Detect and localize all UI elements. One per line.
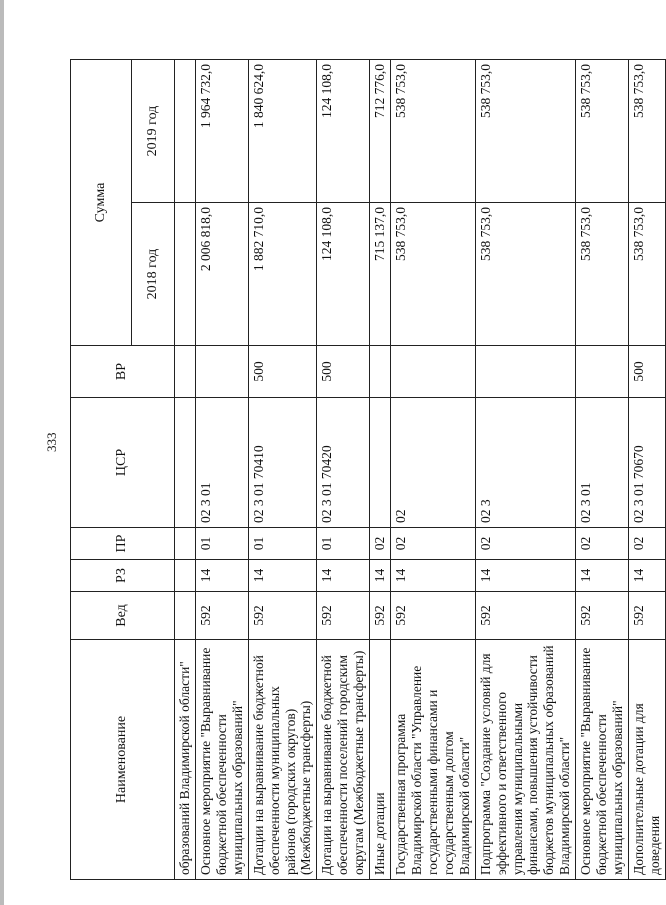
cell-rz: 14 (370, 560, 391, 592)
cell-y2019: 538 753,0 (391, 60, 476, 203)
header-name: Наименование (71, 640, 175, 880)
cell-csr: 02 3 01 70420 (317, 398, 370, 528)
cell-csr: 02 3 01 70410 (248, 398, 317, 528)
cell-vr (391, 346, 476, 398)
cell-csr: 02 3 01 (576, 398, 629, 528)
budget-table (70, 59, 666, 880)
cell-rz: 14 (628, 560, 665, 592)
table-row (628, 60, 665, 880)
cell-rz: 14 (576, 560, 629, 592)
cell-y2018 (175, 203, 196, 346)
cell-vr (576, 346, 629, 398)
rotated-table-container (70, 60, 662, 880)
cell-y2018: 715 137,0 (370, 203, 391, 346)
header-rz: РЗ (71, 560, 175, 592)
cell-rz: 14 (195, 560, 248, 592)
table-row (475, 60, 576, 880)
cell-vr: 500 (317, 346, 370, 398)
header-2018: 2018 год (132, 203, 175, 346)
cell-name: Дотации на выравнивание бюджетной обеспеченности муниципальных районов (городских округов) (Межбюджетные трансферты) (248, 640, 317, 880)
cell-ved: 592 (628, 592, 665, 640)
cell-pr: 01 (248, 528, 317, 560)
cell-ved: 592 (475, 592, 576, 640)
scan-edge (0, 0, 4, 905)
header-row-1 (71, 60, 132, 880)
header-vr: ВР (71, 346, 175, 398)
cell-ved: 592 (391, 592, 476, 640)
cell-rz: 14 (248, 560, 317, 592)
cell-name: Дотации на выравнивание бюджетной обеспеченности поселений городским округам (Межбюджетные трансферты) (317, 640, 370, 880)
cell-ved: 592 (576, 592, 629, 640)
table-row (248, 60, 317, 880)
cell-y2019: 538 753,0 (576, 60, 629, 203)
cell-y2018: 2 006 818,0 (195, 203, 248, 346)
cell-y2018: 538 753,0 (475, 203, 576, 346)
table-row (576, 60, 629, 880)
cell-name: Государственная программа Владимирской области "Управление государственными финансами и государственным долгом Владимирской области" (391, 640, 476, 880)
cell-rz: 14 (317, 560, 370, 592)
header-ved: Вед (71, 592, 175, 640)
cell-csr: 02 (391, 398, 476, 528)
cell-y2018: 538 753,0 (391, 203, 476, 346)
table-row (370, 60, 391, 880)
cell-ved: 592 (317, 592, 370, 640)
cell-y2019: 538 753,0 (475, 60, 576, 203)
cell-pr (175, 528, 196, 560)
table-row (317, 60, 370, 880)
cell-vr (175, 346, 196, 398)
cell-pr: 01 (317, 528, 370, 560)
cell-csr (175, 398, 196, 528)
cell-pr: 02 (391, 528, 476, 560)
cell-pr: 02 (370, 528, 391, 560)
table-row (391, 60, 476, 880)
cell-name: Основное мероприятие "Выравнивание бюджетной обеспеченности муниципальных образований" (576, 640, 629, 880)
cell-vr (195, 346, 248, 398)
cell-name: Иные дотации (370, 640, 391, 880)
cell-rz (175, 560, 196, 592)
cell-y2018: 538 753,0 (576, 203, 629, 346)
cell-y2018: 124 108,0 (317, 203, 370, 346)
header-pr: ПР (71, 528, 175, 560)
cell-rz: 14 (391, 560, 476, 592)
cell-csr: 02 3 01 (195, 398, 248, 528)
cell-y2019: 1 964 732,0 (195, 60, 248, 203)
cell-name: образований Владимирской области" (175, 640, 196, 880)
cell-csr (370, 398, 391, 528)
cell-y2018: 1 882 710,0 (248, 203, 317, 346)
cell-rz: 14 (475, 560, 576, 592)
cell-y2019 (175, 60, 196, 203)
cell-pr: 02 (475, 528, 576, 560)
cell-y2019: 1 840 624,0 (248, 60, 317, 203)
cell-csr: 02 3 (475, 398, 576, 528)
cell-name: Дополнительные дотации для доведения (628, 640, 665, 880)
cell-csr: 02 3 01 70670 (628, 398, 665, 528)
cell-pr: 01 (195, 528, 248, 560)
page-number: 333 (44, 432, 59, 452)
cell-name: Основное мероприятие "Выравнивание бюджетной обеспеченности муниципальных образований" (195, 640, 248, 880)
table-row (175, 60, 196, 880)
cell-ved: 592 (248, 592, 317, 640)
cell-vr (370, 346, 391, 398)
cell-ved: 592 (195, 592, 248, 640)
header-csr: ЦСР (71, 398, 175, 528)
cell-ved: 592 (370, 592, 391, 640)
cell-ved (175, 592, 196, 640)
table-row (195, 60, 248, 880)
cell-pr: 02 (576, 528, 629, 560)
header-sum: Сумма (71, 60, 132, 346)
cell-y2018: 538 753,0 (628, 203, 665, 346)
table-body (175, 60, 666, 880)
cell-vr: 500 (628, 346, 665, 398)
cell-y2019: 124 108,0 (317, 60, 370, 203)
header-2019: 2019 год (132, 60, 175, 203)
cell-y2019: 538 753,0 (628, 60, 665, 203)
cell-vr (475, 346, 576, 398)
cell-name: Подпрограмма "Создание условий для эффективного и ответственного управления муниципальными финансами, повышения устойчивости бюджетов муниципальных образований Владимирской области" (475, 640, 576, 880)
cell-y2019: 712 776,0 (370, 60, 391, 203)
cell-pr: 02 (628, 528, 665, 560)
cell-vr: 500 (248, 346, 317, 398)
